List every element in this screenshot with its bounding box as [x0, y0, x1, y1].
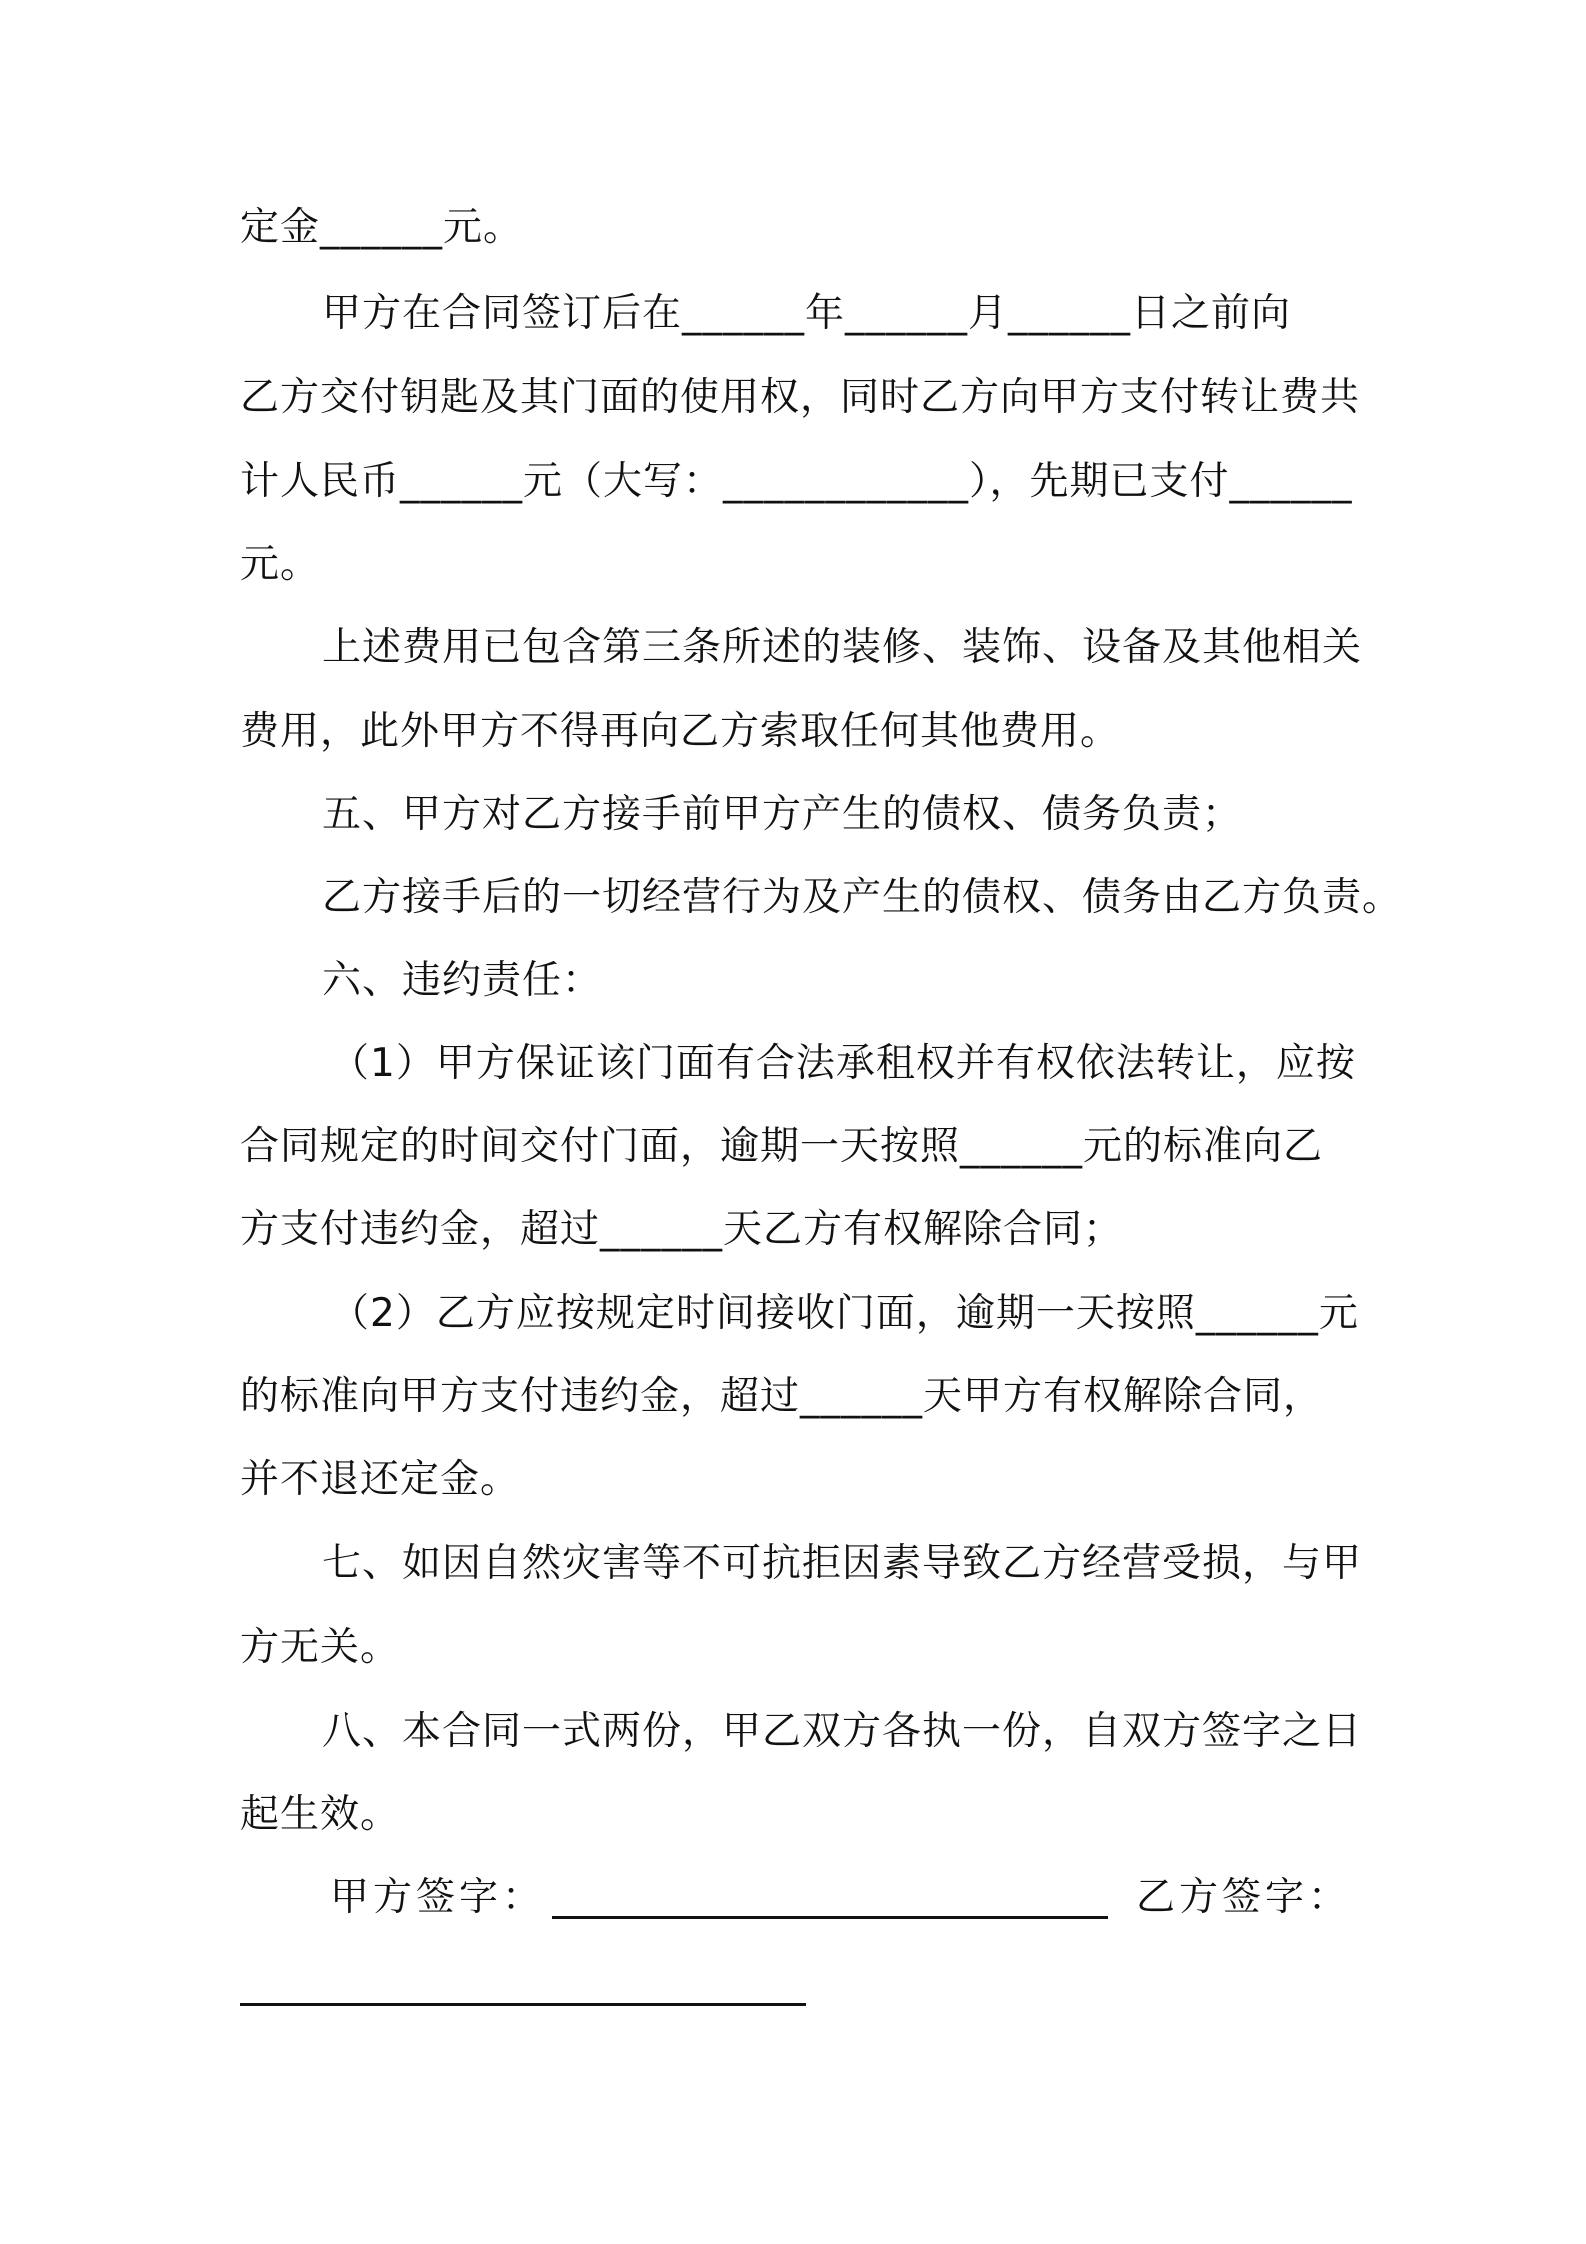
party-a-signature-label: 甲方签字： — [330, 1875, 546, 1920]
text-line-6: 上述费用已包含第三条所述的装修、装饰、设备及其他相关 — [322, 625, 1363, 670]
text-line-18: 方无关。 — [240, 1625, 401, 1670]
text-line-7: 费用，此外甲方不得再向乙方索取任何其他费用。 — [240, 709, 1121, 754]
text-line-20: 起生效。 — [240, 1792, 401, 1837]
party-b-signature-blank[interactable] — [240, 2003, 806, 2006]
text-line-8: 五、甲方对乙方接手前甲方产生的债权、债务负责； — [322, 792, 1243, 837]
text-line-16: 并不退还定金。 — [240, 1457, 521, 1502]
party-b-signature-label: 乙方签字： — [1136, 1875, 1352, 1920]
text-line-4: 计人民币______元（大写：____________），先期已支付______ — [240, 459, 1353, 504]
text-line-19: 八、本合同一式两份，甲乙双方各执一份，自双方签字之日 — [322, 1709, 1363, 1754]
text-line-13: 方支付违约金，超过______天乙方有权解除合同； — [240, 1207, 1124, 1252]
text-line-11: （1）甲方保证该门面有合法承租权并有权依法转让，应按 — [330, 1041, 1356, 1086]
party-a-signature-blank[interactable] — [552, 1916, 1108, 1919]
text-line-5: 元。 — [240, 542, 321, 587]
text-line-17: 七、如因自然灾害等不可抗拒因素导致乙方经营受损，与甲 — [322, 1541, 1363, 1586]
text-line-3: 乙方交付钥匙及其门面的使用权，同时乙方向甲方支付转让费共 — [240, 375, 1361, 420]
text-line-15: 的标准向甲方支付违约金，超过______天甲方有权解除合同， — [240, 1374, 1324, 1419]
text-line-9: 乙方接手后的一切经营行为及产生的债权、债务由乙方负责。 — [322, 875, 1403, 920]
text-line-1: 定金______元。 — [240, 205, 524, 250]
text-line-14: （2）乙方应按规定时间接收门面，逾期一天按照______元 — [330, 1291, 1359, 1336]
text-line-2: 甲方在合同签订后在______年______月______日之前向 — [322, 291, 1292, 336]
text-line-12: 合同规定的时间交付门面，逾期一天按照______元的标准向乙 — [240, 1124, 1324, 1169]
text-line-10: 六、违约责任： — [322, 958, 603, 1003]
